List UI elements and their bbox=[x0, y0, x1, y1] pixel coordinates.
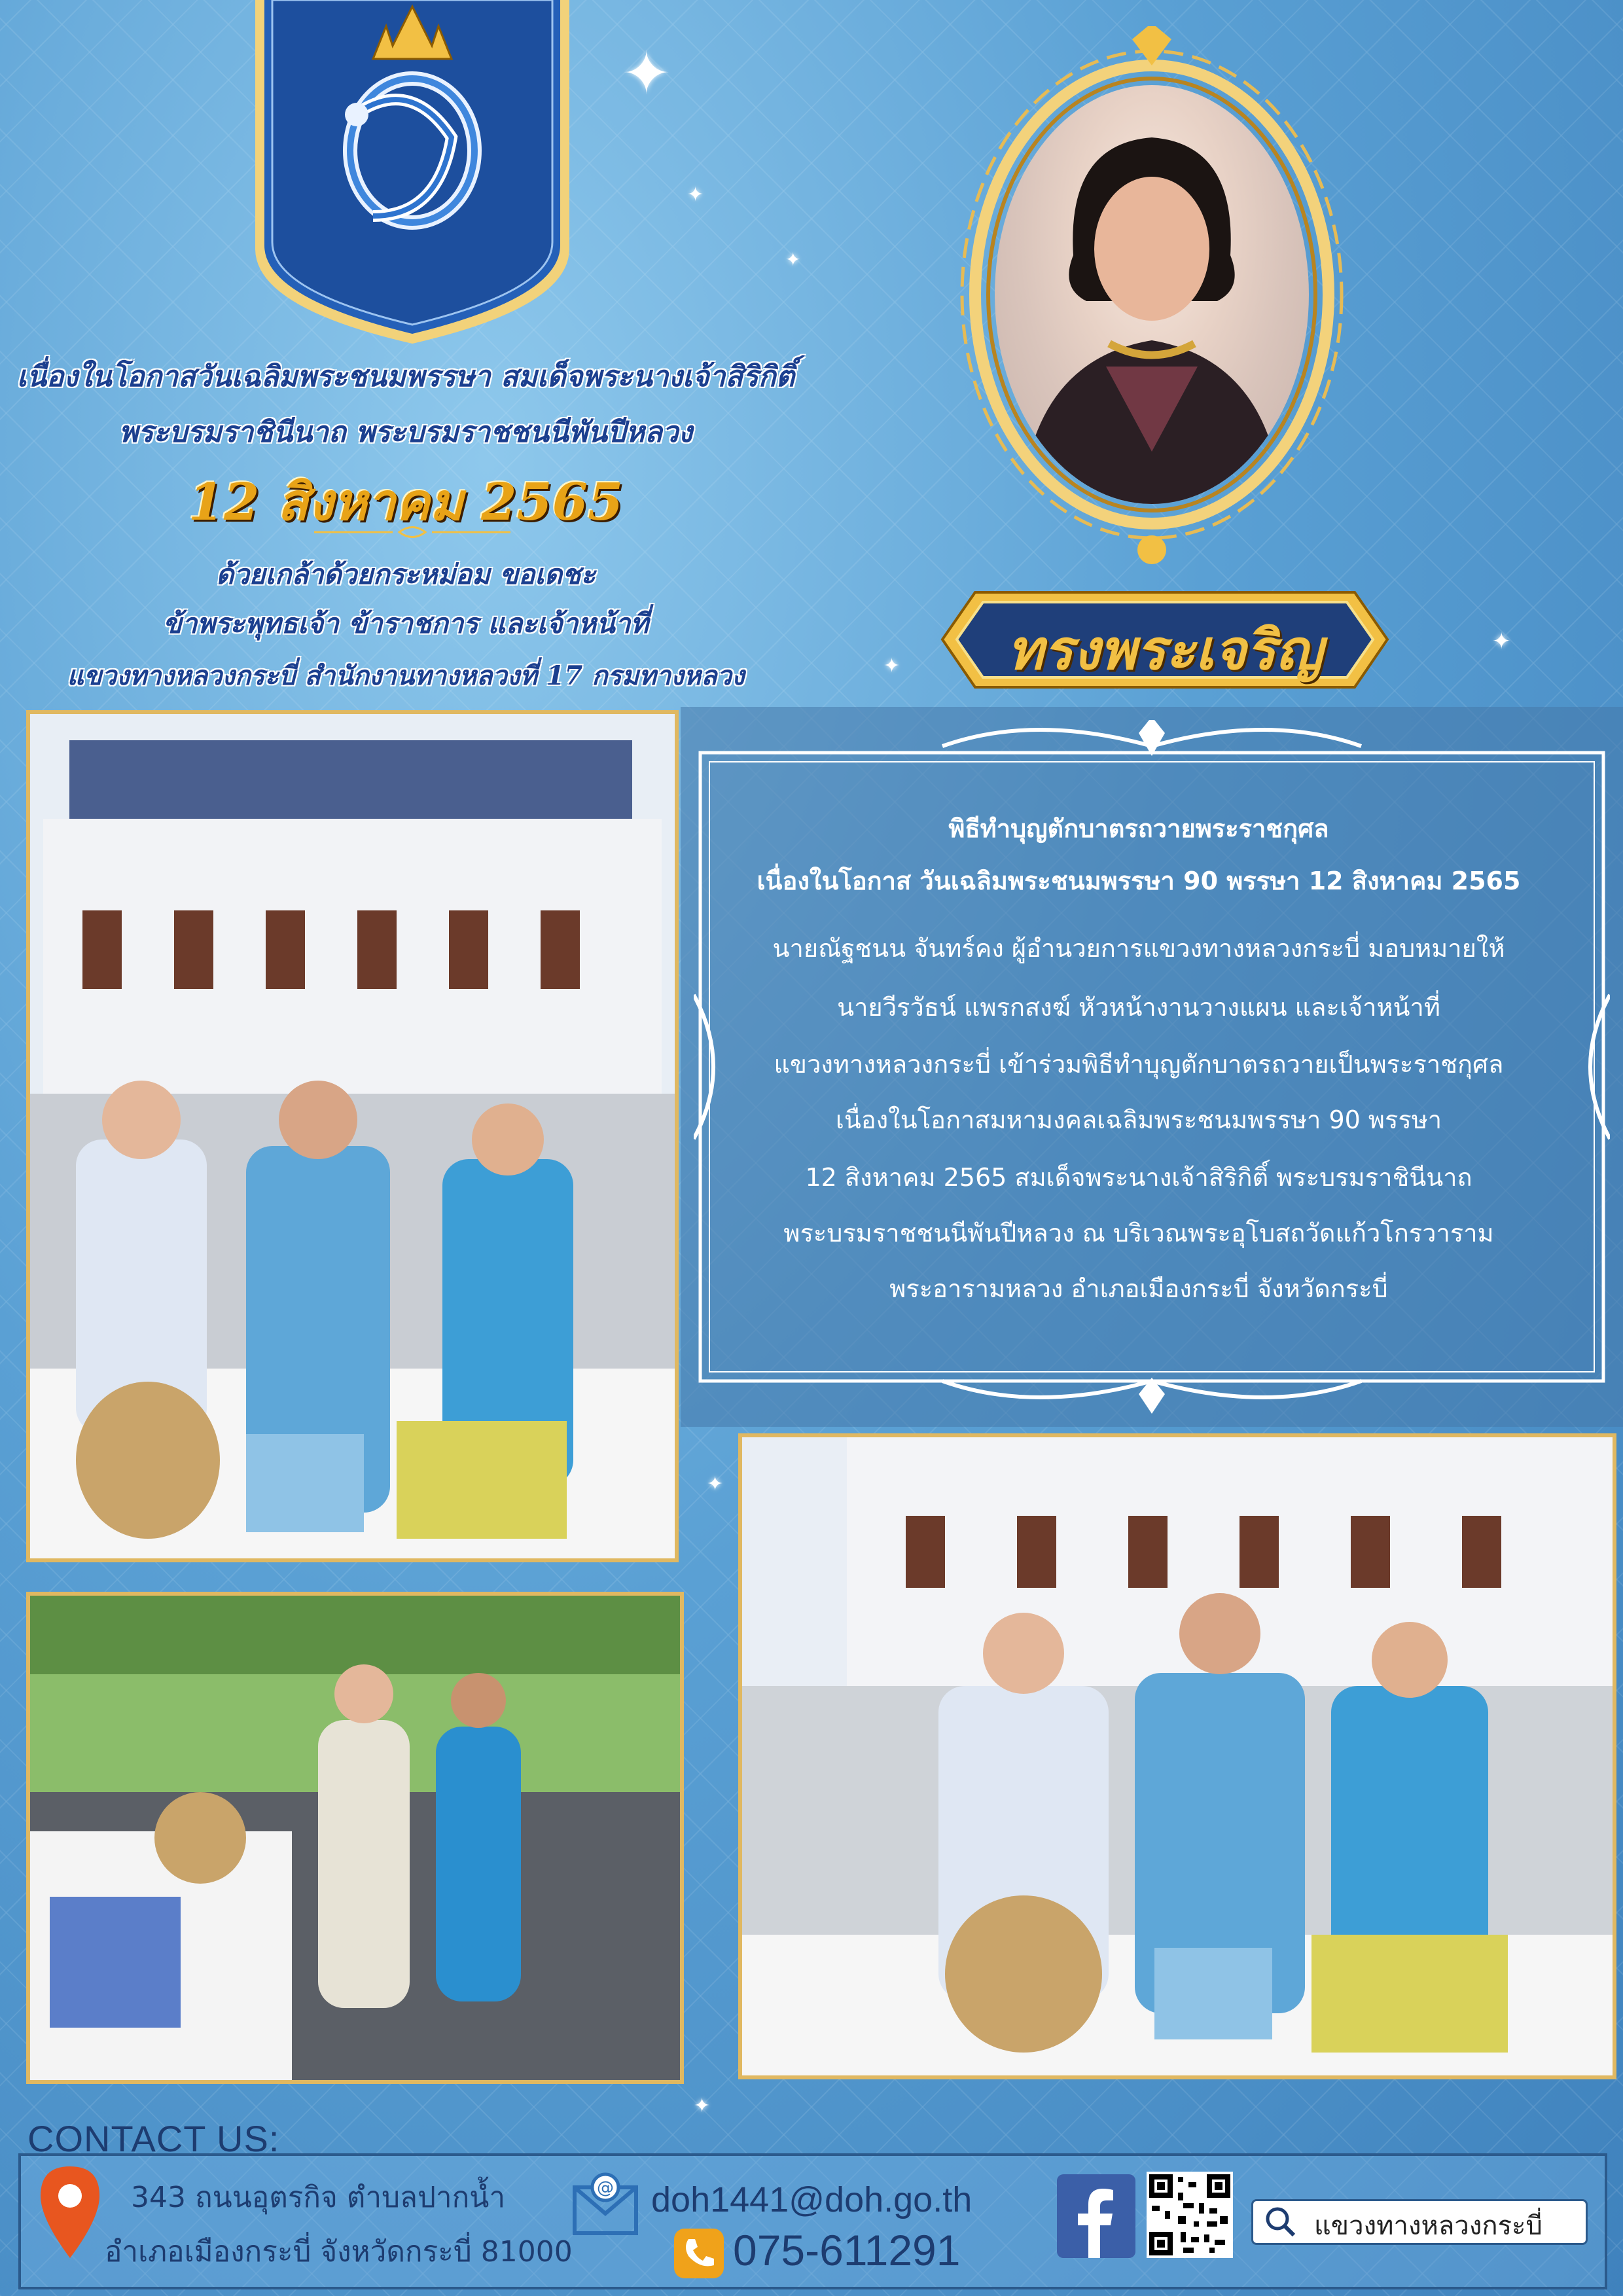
header-line-2: พระบรมราชินีนาถ พระบรมราชชนนีพันปีหลวง bbox=[118, 416, 693, 449]
svg-text:@: @ bbox=[597, 2178, 614, 2198]
header-line-3: ด้วยเกล้าด้วยกระหม่อม ขอเดชะ bbox=[215, 558, 596, 590]
ornament-divider-icon bbox=[314, 522, 510, 542]
header-line-1: เนื่องในโอกาสวันเฉลิมพระชนมพรรษา สมเด็จพระนางเจ้าสิริกิติ์ bbox=[16, 360, 795, 393]
email-link[interactable]: doh1441@doh.go.th bbox=[651, 2180, 972, 2219]
panel-body-line: นายวีรวัธน์ แพรกสงฆ์ หัวหน้างานวางแผน และเจ้าหน้าที่ bbox=[837, 993, 1440, 1022]
sparkle-icon: ✦ bbox=[785, 249, 801, 270]
search-text: แขวงทางหลวงกระบี่ bbox=[1314, 2211, 1543, 2241]
phone-number[interactable]: 075-611291 bbox=[733, 2226, 961, 2274]
ceremony-photo-2 bbox=[738, 1433, 1616, 2079]
gold-oval-frame-icon bbox=[923, 26, 1381, 589]
phone-icon bbox=[674, 2229, 724, 2278]
header-date: 12 สิงหาคม 2565 bbox=[188, 473, 624, 532]
panel-title-2: เนื่องในโอกาส วันเฉลิมพระชนมพรรษา 90 พรรษา 12 สิงหาคม 2565 bbox=[757, 867, 1521, 895]
panel-body-line: เนื่องในโอกาสมหามงคลเฉลิมพระชนมพรรษา 90 พรรษา bbox=[835, 1105, 1442, 1134]
sparkle-icon: ✦ bbox=[694, 2094, 711, 2117]
banner-text: ทรงพระเจริญ bbox=[1007, 617, 1323, 682]
sparkle-icon: ✦ bbox=[687, 183, 704, 206]
qr-code-icon bbox=[1147, 2172, 1233, 2258]
panel-body-line: แขวงทางหลวงกระบี่ เข้าร่วมพิธีทำบุญตักบาตรถวายเป็นพระราชกุศล bbox=[774, 1050, 1504, 1079]
header-line-4: ข้าพระพุทธเจ้า ข้าราชการ และเจ้าหน้าที่ bbox=[163, 607, 649, 639]
facebook-icon[interactable] bbox=[1057, 2174, 1135, 2258]
sparkle-icon: ✦ bbox=[1492, 628, 1511, 655]
panel-body-line: พระบรมราชชนนีพันปีหลวง ณ บริเวณพระอุโบสถวัดแก้วโกรวาราม bbox=[783, 1219, 1494, 1247]
sparkle-icon: ✦ bbox=[883, 655, 901, 677]
panel-body-line: 12 สิงหาคม 2565 สมเด็จพระนางเจ้าสิริกิติ์ พระบรมราชินีนาถ bbox=[805, 1163, 1472, 1192]
address-line-1: 343 ถนนอุตรกิจ ตำบลปากน้ำ bbox=[131, 2181, 506, 2214]
sparkle-icon: ✦ bbox=[707, 1473, 724, 1496]
sparkle-icon: ✦ bbox=[622, 39, 671, 108]
email-icon bbox=[569, 2168, 641, 2240]
location-pin-icon bbox=[41, 2166, 99, 2265]
panel-body-line: นายณัฐชนน จันทร์คง ผู้อำนวยการแขวงทางหลวงกระบี่ มอบหมายให้ bbox=[772, 934, 1505, 963]
ceremony-photo-1 bbox=[26, 710, 679, 1562]
ceremony-photo-3 bbox=[26, 1592, 684, 2084]
header-line-5: แขวงทางหลวงกระบี่ สำนักงานทางหลวงที่ 17 กรมทางหลวง bbox=[67, 660, 745, 691]
royal-emblem-icon bbox=[242, 0, 582, 347]
contact-label: CONTACT US: bbox=[27, 2118, 280, 2159]
address-line-2: อำเภอเมืองกระบี่ จังหวัดกระบี่ 81000 bbox=[105, 2235, 573, 2269]
panel-title-1: พิธีทำบุญตักบาตรถวายพระราชกุศล bbox=[948, 814, 1329, 843]
search-icon bbox=[1263, 2204, 1297, 2238]
panel-body-line: พระอารามหลวง อำเภอเมืองกระบี่ จังหวัดกระบี่ bbox=[889, 1274, 1388, 1303]
